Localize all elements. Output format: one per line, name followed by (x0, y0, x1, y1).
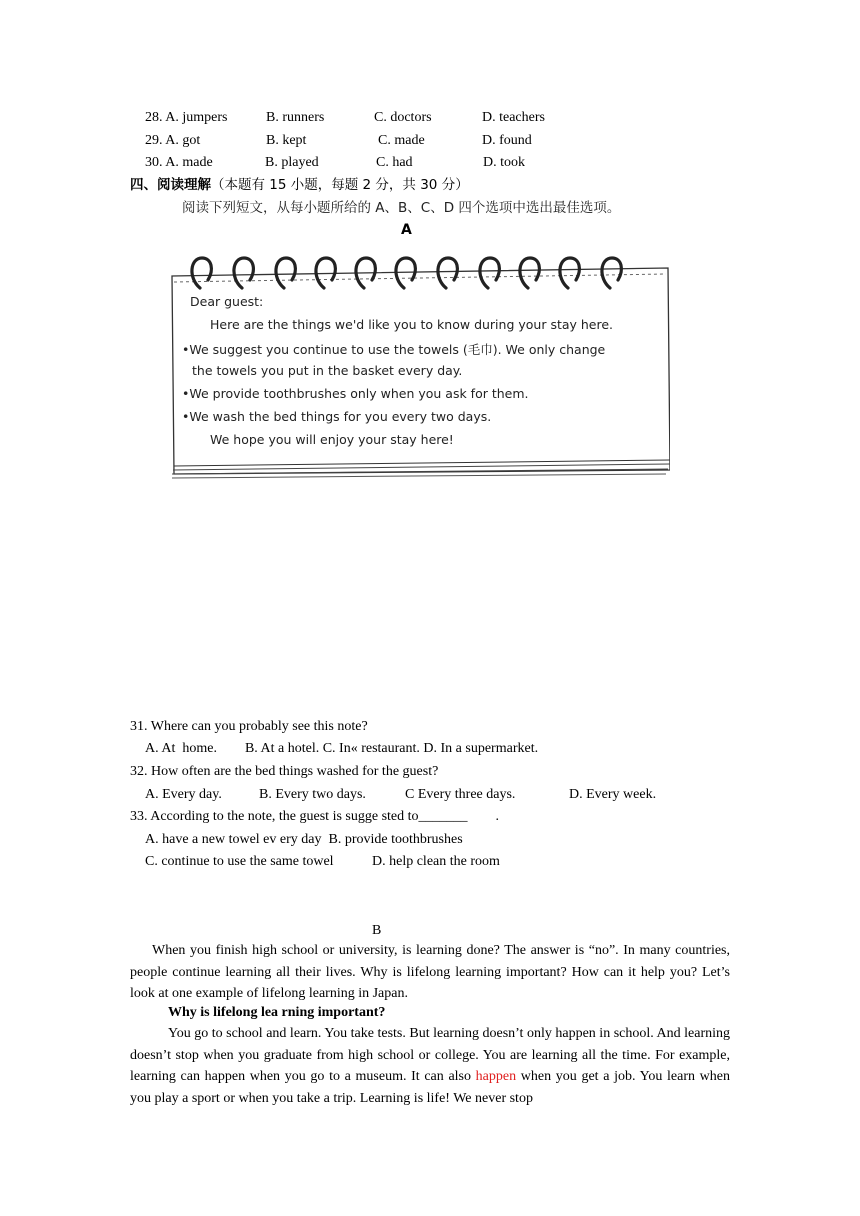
option-b: B. played (265, 155, 319, 170)
note-closing: We hope you will enjoy your stay here! (210, 432, 454, 447)
option-d: D. found (482, 133, 532, 148)
passage-b-subheading: Why is lifelong lea rning important? (168, 1005, 386, 1020)
option-b: B. runners (266, 110, 325, 125)
guest-note-image (170, 248, 670, 480)
option-a: A. Every day. (145, 787, 222, 802)
paragraph-text: When you finish high school or university, is learning done? The answer is “no”. In many countries, people continue learning all their lives. Why is lifelong learning important? How can it help you? Let’s look at one example of lifelong learning in Japan. (130, 943, 730, 1001)
option-c: C. doctors (374, 110, 432, 125)
note-bullet: •We provide toothbrushes only when you ask for them. (182, 386, 529, 401)
note-bullet-continued: the towels you put in the basket every day. (192, 363, 463, 378)
question-32: 32. How often are the bed things washed for the guest? (130, 764, 439, 779)
paragraph-text: when you get a job. You learn when you play a sport or when you take a trip. Learning is life! We never stop (130, 1069, 730, 1106)
note-greeting: Dear guest: (190, 294, 264, 309)
option-c: C Every three days. (405, 787, 516, 802)
question-33: 33. According to the note, the guest is sugge sted to_______ . (130, 809, 500, 824)
option-b: B. kept (266, 133, 307, 148)
option-d: D. Every week. (569, 787, 657, 802)
passage-label-a: A (401, 222, 412, 238)
passage-label-b: B (372, 923, 382, 938)
option-d: D. took (483, 155, 525, 170)
option-c: C. continue to use the same towel (145, 854, 334, 869)
note-intro: Here are the things we'd like you to know during your stay here. (210, 317, 614, 332)
section-title: 四、阅读理解 (130, 177, 211, 193)
option-b: B. Every two days. (259, 787, 366, 802)
passage-b-paragraph-1 (130, 940, 730, 1005)
option-c: C. had (376, 155, 413, 170)
option-c: C. made (378, 133, 425, 148)
highlighted-word: happen (475, 1069, 517, 1084)
option-a: 29. A. got (145, 133, 201, 148)
question-33-options-ab: A. have a new towel ev ery day B. provide toothbrushes (145, 832, 463, 847)
option-d: D. teachers (482, 110, 545, 125)
option-a: 28. A. jumpers (145, 110, 228, 125)
note-bullet: •We wash the bed things for you every two days. (182, 409, 492, 424)
section-instruction: 阅读下列短文，从每小题所给的 A、B、C、D 四个选项中选出最佳选项。 (182, 200, 621, 216)
paragraph-text: You go to school and learn. You take tests. But learning doesn’t only happen in school. And learning doesn’t stop when you graduate from high school or college. You are learning all the time. For example, learning can happen when you go to a museum. It can also (130, 1026, 730, 1084)
option-a: 30. A. made (145, 155, 213, 170)
passage-b-paragraph-2 (130, 1023, 730, 1109)
section-note: （本题有 15 小题，每题 2 分，共 30 分） (211, 177, 469, 193)
note-bullet: •We suggest you continue to use the towels (毛巾). We only change (182, 342, 606, 357)
section-heading (130, 175, 469, 195)
question-31-options: A. At home. B. At a hotel. C. In« restaurant. D. In a supermarket. (145, 741, 539, 756)
option-d: D. help clean the room (372, 854, 500, 869)
question-31: 31. Where can you probably see this note? (130, 719, 368, 734)
